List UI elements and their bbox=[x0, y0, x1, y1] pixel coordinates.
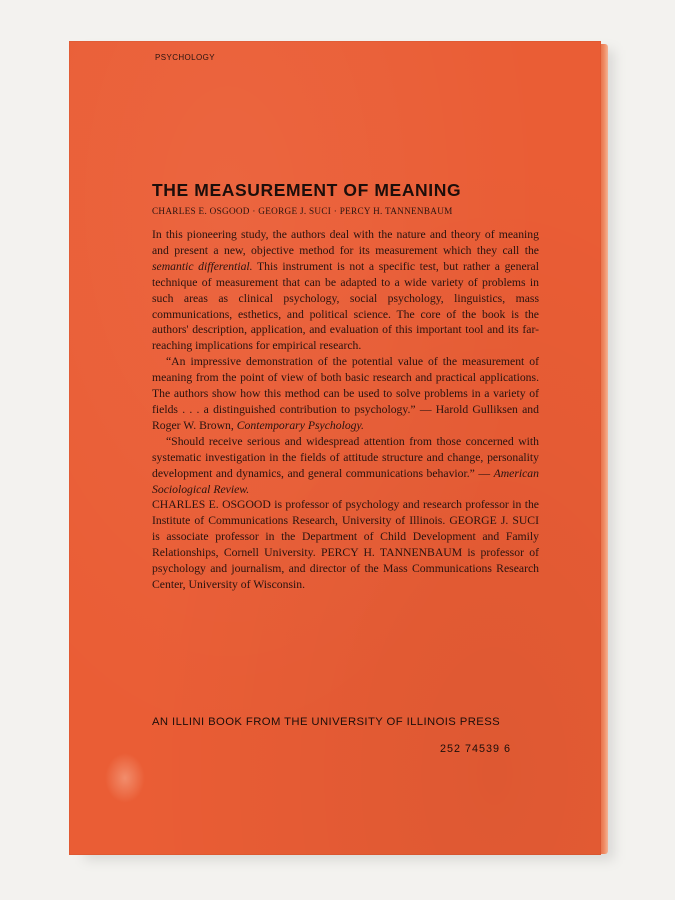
publisher-line: AN ILLINI BOOK FROM THE UNIVERSITY OF ILLINOIS PRESS bbox=[152, 716, 501, 728]
isbn-number: 252 74539 6 bbox=[440, 743, 512, 755]
emphasis-term: semantic differential. bbox=[152, 259, 253, 273]
quote-source-2: American Sociological Review. bbox=[152, 466, 539, 496]
book-back-cover bbox=[69, 41, 601, 855]
worn-spot bbox=[105, 753, 145, 803]
category-label: PSYCHOLOGY bbox=[155, 53, 216, 62]
quote-source-1: Contemporary Psychology. bbox=[236, 418, 364, 432]
blurb bbox=[152, 227, 539, 593]
review-quote-2: “Should receive serious and widespread attention from those concerned with systematic investigation in the fields of attitude structure and change, personality development and dynamics, and general communications behavior.” — American Sociological Review. bbox=[152, 434, 539, 496]
review-quote-1: “An impressive demonstration of the potential value of the measurement of meaning from the point of view of both basic research and practical applications. The authors show how this method can be used to solve problems in a variety of fields . . . a distinguished contribution to psychology.” — Harold Gulliksen and Roger W. Brown, Contemporary Psychology. bbox=[152, 355, 539, 432]
authors-line: CHARLES E. OSGOOD · GEORGE J. SUCI · PERCY H. TANNENBAUM bbox=[152, 206, 453, 216]
author-bios: CHARLES E. OSGOOD is professor of psychology and research professor in the Institute of Communications Research, University of Illinois. GEORGE J. SUCI is associate professor in the Department of Child Development and Family Relationships, Cornell University. PERCY H. TANNENBAUM is professor of psychology and journalism, and director of the Mass Communications Research Center, University of Wisconsin. bbox=[152, 498, 539, 591]
book-title: THE MEASUREMENT OF MEANING bbox=[152, 180, 462, 200]
description-paragraph: In this pioneering study, the authors deal with the nature and theory of meaning and present a new, objective method for its measurement which they call the semantic differential. This instrument is not a specific test, but rather a general technique of measurement that can be adapted to a wide variety of problems in such areas as clinical psychology, social psychology, linguistics, mass communications, esthetics, and political science. The core of the book is the authors' description, application, and evaluation of this important tool and its far-reaching implications for empirical research. bbox=[152, 228, 539, 353]
